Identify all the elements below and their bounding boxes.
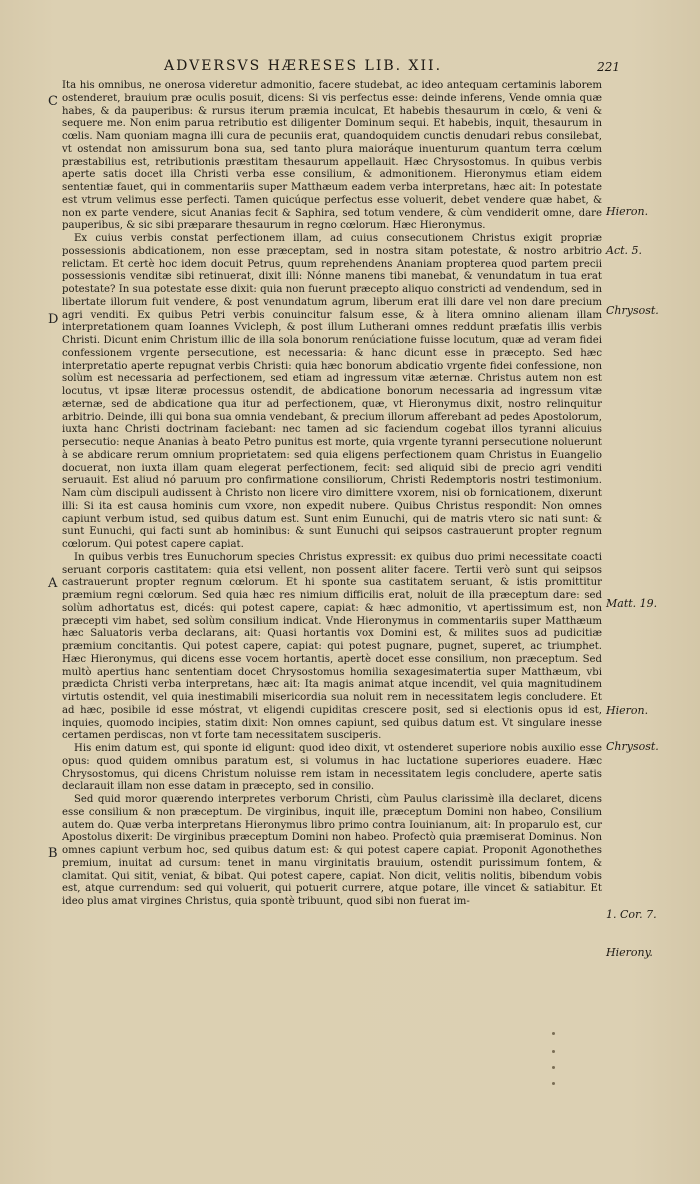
binding-hole bbox=[552, 1066, 555, 1069]
text-body bbox=[62, 80, 602, 909]
margin-letter-a: A bbox=[48, 576, 58, 591]
page-header bbox=[60, 58, 620, 80]
paragraph: Sed quid moror quærendo interpretes verborum Christi, cùm Paulus clarissimè illa declaret, dicens esse consilium & non præceptum. De virginibus, inquit ille, præceptum Domini non habeo, Consilium autem do. Quæ verba interpretans Hieronymus libro primo contra Iouinianum, ait: In proparulo est, cur Apostolus dixerit: De virginibus præceptum Domini non habeo. Profectò quia præmiserat Dominus. Non omnes capiunt verbum hoc, sed quibus datum est: & qui potest capere capiat. Proponit Agonothethes premium, inuitat ad cursum: tenet in manu virginitatis brauium, ostendit purissimum fontem, & clamitat. Qui sitit, veniat, & bibat. Qui potest capere, capiat. Non dicit, velitis nolitis, bibendum vobis est, atque currendum: sed qui voluerit, qui potuerit currere, atque potare, ille vincet & satiabitur. Et ideo plus amat virgines Christus, quia spontè tribuunt, quod sibi non fuerat im- bbox=[62, 794, 602, 907]
running-title: ADVERSVS HÆRESES LIB. XII. bbox=[164, 58, 443, 74]
margin-note-chrysost-2: Chrysost. bbox=[606, 740, 659, 753]
margin-letter-b: B bbox=[48, 846, 58, 861]
margin-note-hierony: Hierony. bbox=[606, 946, 653, 959]
page-number: 221 bbox=[597, 60, 620, 74]
binding-hole bbox=[552, 1050, 555, 1053]
margin-note-hieron-2: Hieron. bbox=[606, 704, 649, 717]
binding-hole bbox=[552, 1082, 555, 1085]
margin-note-matt: Matt. 19. bbox=[606, 597, 658, 610]
binding-hole bbox=[552, 1032, 555, 1035]
paragraph: Ex cuius verbis constat perfectionem illam, ad cuius consecutionem Christus exigit propriæ possessionis abdicationem, non esse præceptam, sed in nostra sitam potestate, & nostro arbitrio relictam. Et certè hoc idem docuit Petrus, quum reprehendens Ananiam propterea quod partem precii possessionis venditæ sibi retinuerat, dixit illi: Nónne manens tibi manebat, & venundatum in tua erat potestate? In sua potestate esse dixit: quia non fuerunt præcepto aliquo constricti ad vendendum, sed in libertate illorum fuit vendere, & post venundatum agrum, liberum erat illi dare vel non dare precium agri venditi. Ex quibus Petri verbis conuincitur falsum esse, & à litera omnino alienam illam interpretationem quam Ioannes Vvicleph, & post illum Lutherani omnes reddunt præfatis illis verbis Christi. Dicunt enim Christum illic de illa sola bonorum renúciatione fuisse locutum, quæ ad veram fidei confessionem vrgente persecutione, est necessaria: & hanc dicunt esse in præcepto. Sed hæc interpretatio aperte repugnat verbis Christi: quia hæc bonorum abdicatio vrgente fidei confessione, non solùm est necessaria ad perfectionem, sed etiam ad ingressum vitæ æternæ. Christus autem non est locutus, vt ipsæ literæ processus ostendit, de abdicatione bonorum necessaria ad ingressum vitæ æternæ, sed de abdicatione qua itur ad perfectionem, quæ, vt Hieronymus dixit, nostro relinquitur arbitrio. Deinde, illi qui bona sua omnia vendebant, & precium illorum afferebant ad pedes Apostolorum, iuxta hanc Christi doctrinam faciebant: nec tamen ad sic faciendum cogebat illos tyranni alicuius persecutio: neque Ananias à beato Petro punitus est morte, quia vrgente tyranni persecutione noluerunt à se abdicare rerum omnium proprietatem: sed quia eligens perfectionem quam Christus in Euangelio docuerat, non iuxta illam quam elegerat perfectionem, fecit: sed aliquid sibi de precio agri venditi seruauit. Est aliud nó paruum pro confirmatione consiliorum, Christi Redemptoris nostri testimonium. Nam cùm discipuli audissent à Christo non licere viro dimittere vxorem, nisi ob fornicationem, dixerunt illi: Si ita est causa hominis cum vxore, non expedit nubere. Quibus Christus respondit: Non omnes capiunt verbum istud, sed quibus datum est. Sunt enim Eunuchi, qui de matris vtero sic nati sunt: & sunt Eunuchi, qui facti sunt ab hominibus: & sunt Eunuchi qui seipsos castrauerunt propter regnum cœlorum. Qui potest capere capiat. bbox=[62, 233, 602, 550]
margin-letter-c: C bbox=[48, 94, 58, 109]
margin-note-acts: Act. 5. bbox=[606, 244, 643, 257]
margin-note-hieron: Hieron. bbox=[606, 205, 649, 218]
paragraph: In quibus verbis tres Eunuchorum species Christus expressit: ex quibus duo primi necessitate coacti seruant corporis castitatem: quia etsi vellent, non possent aliter facere. Tertii verò sunt qui seipsos castrauerunt propter regnum cœlorum. Et hi sponte sua castitatem seruant, & istis promittitur præmium regni cœlorum. Sed quia hæc res nimium difficilis erat, noluit de illa præceptum dare: sed solùm adhortatus est, dicés: qui potest capere, capiat: & hæc admonitio, vt apertissimum est, non præcepti vim habet, sed solùm consilium indicat. Vnde Hieronymus in commentariis super Matthæum hæc Saluatoris verba declarans, ait: Quasi hortantis vox Domini est, & milites suos ad pudicitiæ præmium concitantis. Qui potest capere, capiat: qui potest pugnare, pugnet, superet, ac triumphet. Hæc Hieronymus, qui dicens esse vocem hortantis, apertè docet esse consilium, non præceptum. Sed multò apertius hanc sententiam docet Chrysostomus homilia sexagesimatertia super Matthæum, vbi prædicta Christi verba interpretans, hæc ait: Ita magis animat atque incendit, vel quia magnitudinem virtutis ostendit, vel quia inestimabili misericordia sua noluit rem in necessitatem legis concludere. Et ad hæc, posibile id esse móstrat, vt eligendi cupiditas crescere posit, sed si electionis opus id est, inquies, quomodo incipies, statim dixit: Non omnes capiunt, sed quibus datum est. Vt singulare inesse certamen perdiscas, non vt forte tam necessitatem susciperis. bbox=[62, 551, 602, 742]
paragraph: His enim datum est, qui sponte id eligunt: quod ideo dixit, vt ostenderet superiore nobis auxilio esse opus: quod quidem omnibus paratum est, si volumus in hac luctatione superiores euadere. Hæc Chrysostomus, qui dicens Christum noluisse rem istam in necessitatem legis concludere, aperte satis declarauit illam non esse datam in præcepto, sed in consilio. bbox=[62, 743, 602, 793]
margin-note-chrysost: Chrysost. bbox=[606, 304, 659, 317]
paragraph: Ita his omnibus, ne onerosa videretur admonitio, facere studebat, ac ideo antequam certaminis laborem ostenderet, brauium præ oculis posuit, dicens: Si vis perfectus esse: deinde inferens, Vende omnia quæ habes, & da pauperibus: & rursus iterum præmia inculcat, Et habebis thesaurum in cœlo, & veni & sequere me. Non enim parua retributio est diligenter Dominum sequi. Et habebis, inquit, thesaurum in cœlis. Nam quoniam magna illi cura de pecuniis erat, quandoquidem cunctis denudari rebus consilebat, vt ostendat non amissurum bona sua, sed tanto plura maioráque inuenturum quantum terra cœlum præstabilius est, retributionis præstitam thesaurum appellauit. Hæc Chrysostomus. In quibus verbis aperte satis docet illa Christi verba esse consilium, & admonitionem. Hieronymus etiam eidem sententiæ fauet, qui in commentariis super Matthæum eadem verba interpretans, hæc ait: In potestate est vtrum velimus esse perfecti. Tamen quicúque perfectus esse voluerit, debet vendere quæ habet, & non ex parte vendere, sicut Ananias fecit & Saphira, sed totum vendere, & cùm vendiderit omne, dare pauperibus, & sic sibi præparare thesaurum in regno cœlorum. Hæc Hieronymus. bbox=[62, 80, 602, 232]
margin-letter-d: D bbox=[48, 312, 59, 327]
margin-note-corinthians: 1. Cor. 7. bbox=[606, 908, 657, 921]
